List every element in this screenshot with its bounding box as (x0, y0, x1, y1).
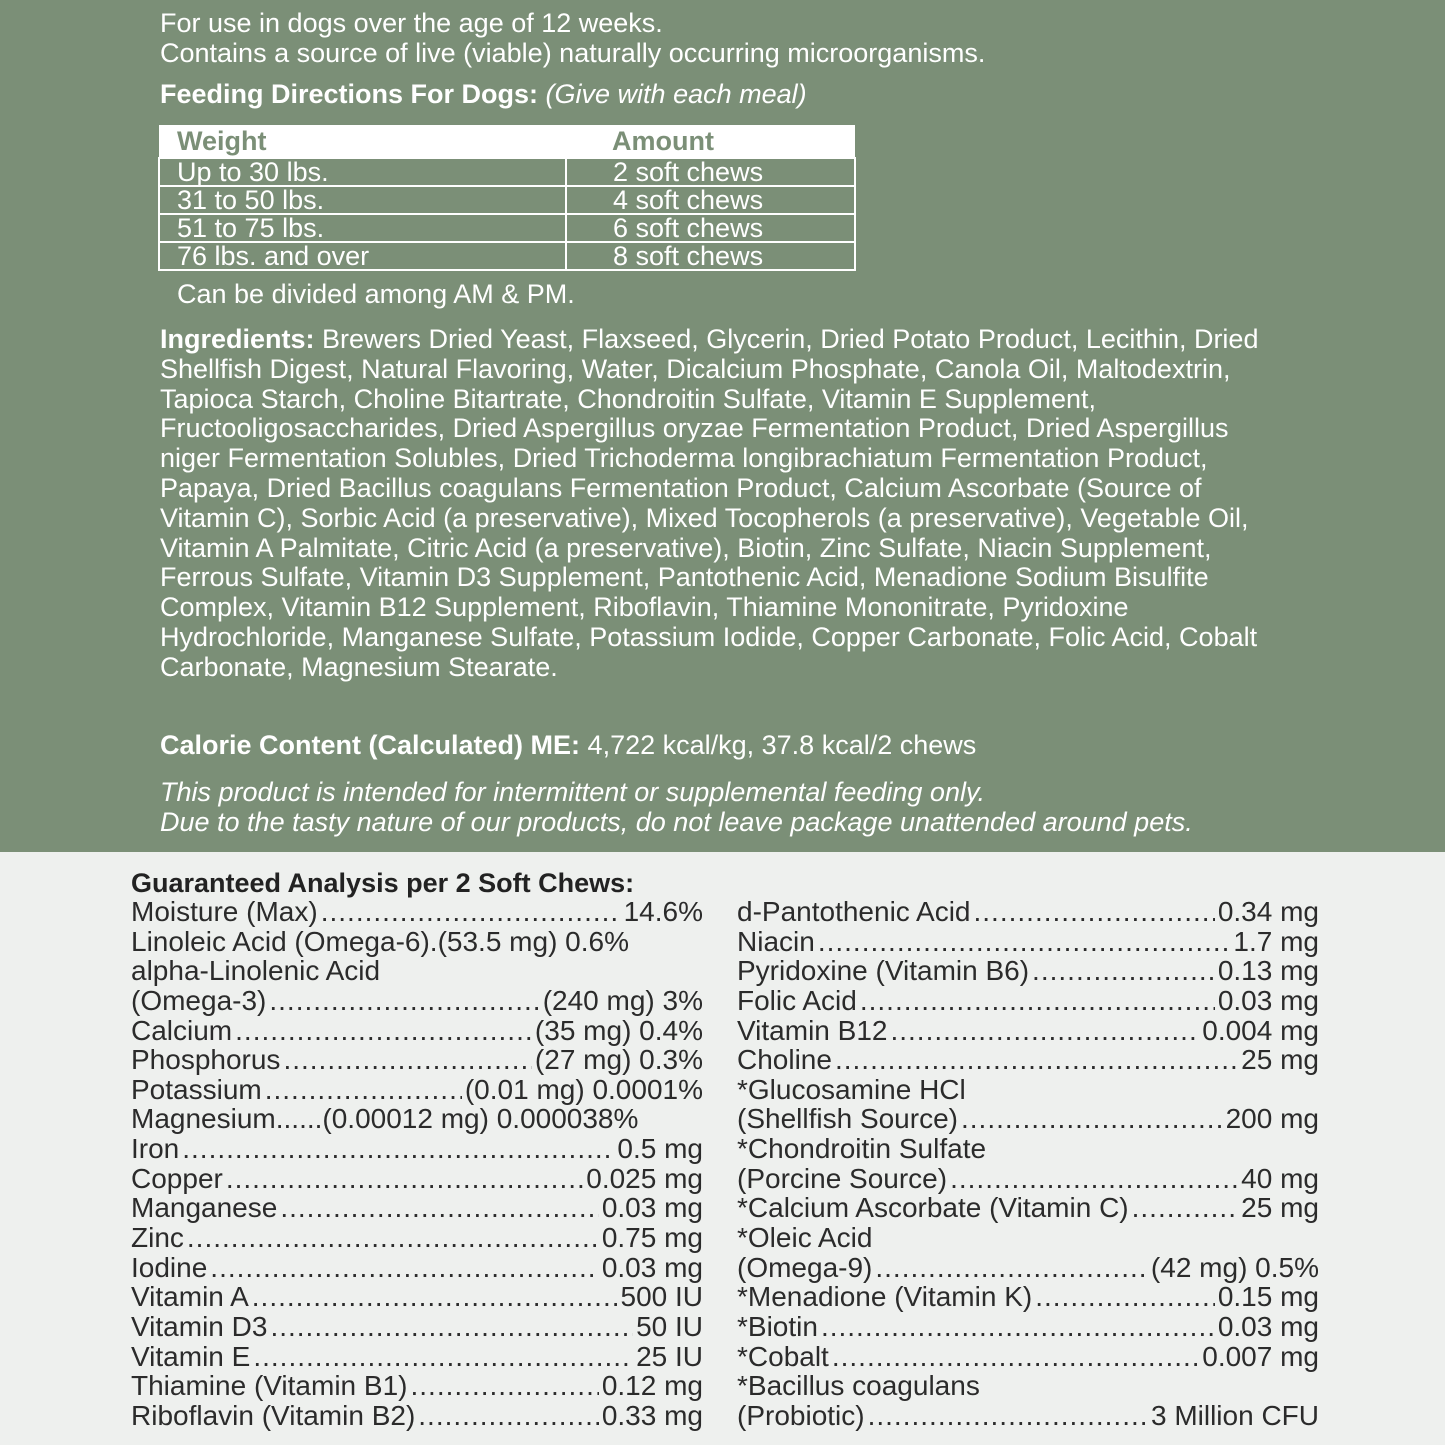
nutrient-name: Manganese (131, 1192, 278, 1224)
nutrient-value: 500 IU (620, 1281, 703, 1313)
nutrient-name: *Bacillus coagulans (737, 1370, 980, 1402)
dot-leader (283, 1045, 531, 1075)
dot-leader (321, 897, 621, 927)
nutrient-name: Pyridoxine (Vitamin B6) (737, 955, 1030, 987)
nutrient-value: 0.15 mg (1217, 1281, 1319, 1313)
feeding-directions-heading (160, 79, 807, 109)
nutrient-value: (240 mg) 3% (542, 984, 703, 1016)
nutrient-name: alpha-Linolenic Acid (131, 955, 381, 987)
nutrient-name: Iodine (131, 1251, 208, 1283)
nutrient-name: *Cobalt (737, 1340, 829, 1372)
nutrient-name: (Omega-9) (737, 1251, 873, 1283)
analysis-row (131, 1193, 703, 1223)
analysis-row (131, 897, 703, 927)
nutrient-value: 25 IU (636, 1340, 703, 1372)
dot-leader (187, 1223, 599, 1253)
analysis-row (131, 1104, 703, 1134)
nutrient-name: (Shellfish Source) (737, 1103, 958, 1135)
analysis-row (737, 1134, 1319, 1164)
calorie-label: Calorie Content (Calculated) ME: (160, 730, 581, 760)
analysis-row (737, 1164, 1319, 1194)
dot-leader (210, 1253, 599, 1283)
nutrient-value: 0.33 mg (601, 1399, 703, 1431)
nutrient-name: Niacin (737, 925, 815, 957)
dot-leader (835, 1045, 1238, 1075)
dot-leader (418, 1401, 599, 1431)
nutrient-value: 0.03 mg (1217, 1310, 1319, 1342)
analysis-left-column (131, 897, 703, 1431)
nutrient-name: Phosphorus (131, 1044, 281, 1076)
weight-cell: 51 to 75 lbs. (159, 214, 566, 242)
feeding-table-header-amount: Amount (566, 125, 855, 158)
analysis-row (737, 1312, 1319, 1342)
analysis-row (737, 1401, 1319, 1431)
feeding-directions-label: Feeding Directions For Dogs: (160, 79, 539, 109)
analysis-row (737, 1253, 1319, 1283)
analysis-row (737, 927, 1319, 957)
dot-leader (974, 897, 1215, 927)
feeding-directions-note: (Give with each meal) (545, 79, 807, 109)
amount-cell: 8 soft chews (566, 242, 855, 270)
dot-leader (950, 1164, 1238, 1194)
nutrient-value: 25 mg (1241, 1044, 1319, 1076)
nutrient-name: *Menadione (Vitamin K) (737, 1281, 1033, 1313)
feeding-notice-line-1: This product is intended for intermittent or supplemental feeding only. (160, 777, 985, 807)
nutrient-name: *Oleic Acid (737, 1222, 873, 1254)
nutrient-name: Potassium (131, 1073, 262, 1105)
ingredients-text: Brewers Dried Yeast, Flaxseed, Glycerin, Dried Potato Product, Lecithin, Dried Shellfish Digest, Natural Flavoring, Water, Dicalcium Phosphate, Canola Oil, Maltodextrin, Tapioca Starch, Choline Bitartrate, Chondroitin Sulfate, Vitamin E Supplement, Fructooligosaccharides, Dried Aspergillus oryzae Fermentation Product, Dried Aspergillus niger Fermentation Solubles, Dried Trichoderma longibrachiatum Fermentation Product, Papaya, Dried Bacillus coagulans Fermentation Product, Calcium Ascorbate (Source of Vitamin C), Sorbic Acid (a preservative), Mixed Tocopherols (a preservative), Vegetable Oil, Vitamin A Palmitate, Citric Acid (a preservative), Biotin, Zinc Sulfate, Niacin Supplement, Ferrous Sulfate, Vitamin D3 Supplement, Pantothenic Acid, Menadione Sodium Bisulfite Complex, Vitamin B12 Supplement, Riboflavin, Thiamine Mononitrate, Pyridoxine Hydrochloride, Manganese Sulfate, Potassium Iodide, Copper Carbonate, Folic Acid, Cobalt Carbonate, Magnesium Stearate. (160, 324, 1259, 682)
dot-leader (252, 1282, 618, 1312)
nutrient-name: Vitamin B12 (737, 1014, 888, 1046)
guaranteed-analysis-title: Guaranteed Analysis per 2 Soft Chews: (131, 868, 635, 898)
nutrient-name: Vitamin D3 (131, 1310, 268, 1342)
nutrient-name: (Porcine Source) (737, 1162, 948, 1194)
nutrient-name: (Omega-3) (131, 984, 267, 1016)
dot-leader (832, 1342, 1199, 1372)
analysis-row (131, 986, 703, 1016)
nutrient-name: Moisture (Max) (131, 896, 318, 927)
nutrient-name: Magnesium......(0.00012 mg) 0.000038% (131, 1103, 639, 1135)
dot-leader (860, 986, 1215, 1016)
dot-leader (253, 1342, 633, 1372)
nutrient-value: 0.004 mg (1202, 1014, 1319, 1046)
nutrient-value: 0.12 mg (601, 1370, 703, 1402)
analysis-row (737, 986, 1319, 1016)
nutrient-value: 0.13 mg (1217, 955, 1319, 987)
analysis-row (131, 1342, 703, 1372)
calorie-content (160, 730, 976, 760)
nutrient-value: 0.03 mg (601, 1251, 703, 1283)
nutrient-name: Copper (131, 1162, 223, 1194)
nutrient-value: 25 mg (1241, 1192, 1319, 1224)
analysis-row (131, 1016, 703, 1046)
nutrient-value: (35 mg) 0.4% (534, 1014, 703, 1046)
calorie-value: 4,722 kcal/kg, 37.8 kcal/2 chews (587, 730, 977, 760)
amount-cell: 4 soft chews (566, 186, 855, 214)
analysis-row (131, 1282, 703, 1312)
feeding-table-header-row (159, 125, 855, 158)
analysis-row (131, 1253, 703, 1283)
feeding-notice-line-2: Due to the tasty nature of our products, do not leave package unattended around pets. (160, 807, 1193, 837)
nutrient-value: 1.7 mg (1233, 925, 1319, 957)
feeding-table-header-weight: Weight (159, 125, 566, 158)
nutrient-name: Calcium (131, 1014, 233, 1046)
nutrient-value: (27 mg) 0.3% (534, 1044, 703, 1076)
dot-leader (1035, 1282, 1215, 1312)
nutrient-value: 0.007 mg (1202, 1340, 1319, 1372)
dot-leader (868, 1401, 1148, 1431)
nutrient-value: 0.75 mg (601, 1222, 703, 1254)
amount-cell: 6 soft chews (566, 214, 855, 242)
nutrient-value: (42 mg) 0.5% (1150, 1251, 1319, 1283)
nutrient-name: Choline (737, 1044, 832, 1076)
analysis-row (131, 927, 703, 957)
nutrient-name: Iron (131, 1133, 180, 1165)
nutrient-value: 50 IU (636, 1310, 703, 1342)
analysis-row (737, 1045, 1319, 1075)
weight-cell: 31 to 50 lbs. (159, 186, 566, 214)
analysis-row (131, 1075, 703, 1105)
analysis-row (131, 1045, 703, 1075)
amount-cell: 2 soft chews (566, 158, 855, 186)
analysis-row (737, 956, 1319, 986)
table-row (159, 242, 855, 270)
nutrient-value: 14.6% (623, 896, 703, 927)
dot-leader (961, 1104, 1223, 1134)
nutrient-name: *Glucosamine HCl (737, 1073, 966, 1105)
nutrient-value: 0.03 mg (1217, 984, 1319, 1016)
analysis-row (737, 1371, 1319, 1401)
analysis-row (737, 1223, 1319, 1253)
nutrient-name: *Biotin (737, 1310, 818, 1342)
dot-leader (265, 1075, 462, 1105)
nutrient-name: Vitamin A (131, 1281, 249, 1313)
dot-leader (875, 1253, 1148, 1283)
analysis-row (131, 1134, 703, 1164)
analysis-right-column (737, 897, 1319, 1431)
dot-leader (270, 1312, 633, 1342)
nutrient-value: 0.5 mg (617, 1133, 703, 1165)
analysis-row (131, 1371, 703, 1401)
nutrient-name: Folic Acid (737, 984, 857, 1016)
dot-leader (1132, 1193, 1239, 1223)
analysis-row (737, 1075, 1319, 1105)
ingredients-paragraph (160, 325, 1275, 683)
nutrient-value: 3 Million CFU (1150, 1399, 1319, 1431)
nutrient-name: d-Pantothenic Acid (737, 896, 971, 927)
analysis-row (131, 1401, 703, 1431)
nutrient-name: Vitamin E (131, 1340, 251, 1372)
probiotic-statement-text: Contains a source of live (viable) naturally occurring microorganisms. (160, 38, 986, 68)
weight-cell: 76 lbs. and over (159, 242, 566, 270)
dot-leader (1032, 956, 1215, 986)
dot-leader (280, 1193, 598, 1223)
nutrient-name: *Calcium Ascorbate (Vitamin C) (737, 1192, 1129, 1224)
nutrient-value: 0.025 mg (586, 1162, 703, 1194)
analysis-row (131, 1164, 703, 1194)
analysis-row (131, 1223, 703, 1253)
analysis-row (737, 1104, 1319, 1134)
feeding-footnote: Can be divided among AM & PM. (177, 279, 575, 309)
nutrient-name: Riboflavin (Vitamin B2) (131, 1399, 416, 1431)
dot-leader (818, 927, 1231, 957)
ingredients-label: Ingredients: (160, 324, 315, 354)
age-requirement-text: For use in dogs over the age of 12 weeks. (160, 8, 663, 38)
analysis-row (737, 1282, 1319, 1312)
analysis-row (737, 1016, 1319, 1046)
feeding-table (158, 125, 856, 271)
nutrient-name: Linoleic Acid (Omega-6).(53.5 mg) 0.6% (131, 925, 629, 957)
analysis-row (131, 1312, 703, 1342)
nutrient-value: 0.03 mg (601, 1192, 703, 1224)
dot-leader (890, 1016, 1199, 1046)
table-row (159, 214, 855, 242)
nutrient-name: Thiamine (Vitamin B1) (131, 1370, 408, 1402)
dot-leader (410, 1371, 598, 1401)
nutrient-value: 200 mg (1225, 1103, 1319, 1135)
table-row (159, 186, 855, 214)
dot-leader (821, 1312, 1215, 1342)
dot-leader (182, 1134, 614, 1164)
nutrient-value: 0.34 mg (1217, 896, 1319, 927)
nutrient-name: (Probiotic) (737, 1399, 865, 1431)
analysis-row (131, 956, 703, 986)
analysis-row (737, 1342, 1319, 1372)
nutrient-value: (0.01 mg) 0.0001% (464, 1073, 703, 1105)
weight-cell: Up to 30 lbs. (159, 158, 566, 186)
table-row (159, 158, 855, 186)
nutrient-value: 40 mg (1241, 1162, 1319, 1194)
dot-leader (235, 1016, 532, 1046)
dot-leader (269, 986, 539, 1016)
dot-leader (226, 1164, 583, 1194)
analysis-row (737, 1193, 1319, 1223)
analysis-row (737, 897, 1319, 927)
nutrient-name: Zinc (131, 1222, 184, 1254)
nutrient-name: *Chondroitin Sulfate (737, 1133, 987, 1165)
